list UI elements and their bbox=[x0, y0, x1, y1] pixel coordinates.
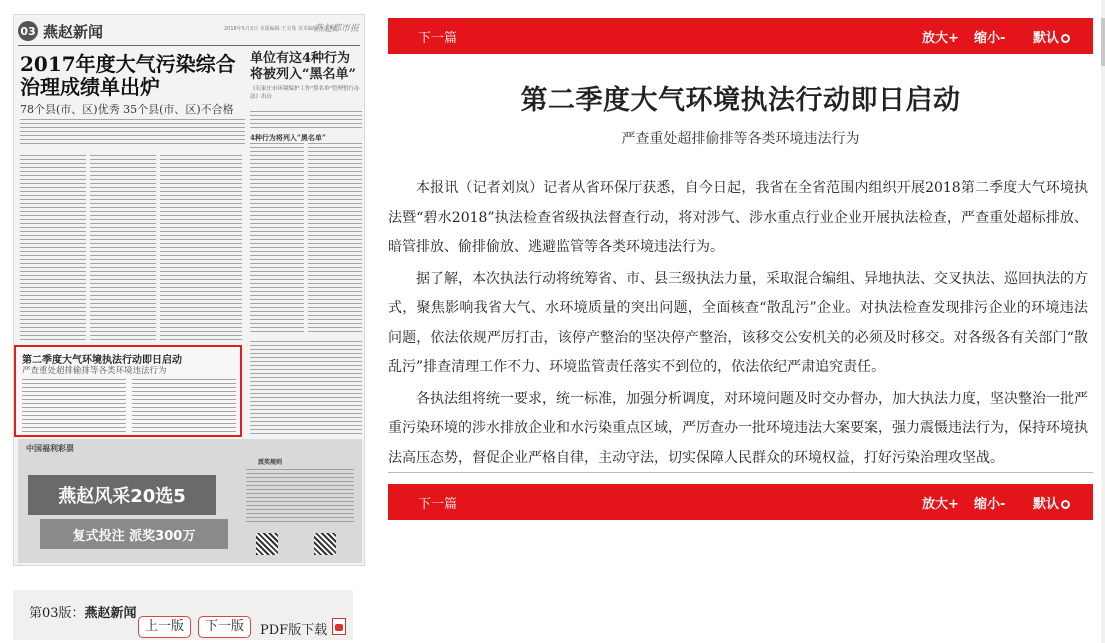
current-article-highlight[interactable] bbox=[14, 345, 242, 437]
main-headline[interactable]: 2017年度大气污染综合治理成绩单出炉 bbox=[20, 52, 236, 99]
side-subline: 《石家庄市环境保护工作"黑名单"管理暂行办法》出台 bbox=[250, 86, 360, 100]
ad-subtitle: 复式投注 派奖300万 bbox=[40, 519, 228, 549]
edition-prefix: 第03版： bbox=[29, 606, 85, 621]
lottery-advertisement bbox=[18, 439, 362, 563]
reset-size-button[interactable] bbox=[1033, 493, 1070, 512]
newspaper-page-image[interactable] bbox=[13, 14, 365, 566]
zoom-in-button[interactable]: 放大+ bbox=[922, 31, 959, 46]
text-block bbox=[308, 143, 362, 333]
qr-code-icon bbox=[256, 533, 278, 555]
header-divider bbox=[18, 45, 360, 46]
scrollbar-track[interactable] bbox=[1101, 0, 1105, 643]
text-block bbox=[22, 379, 126, 433]
reset-size-button[interactable] bbox=[1033, 27, 1070, 46]
next-edition-button[interactable]: 下一版 bbox=[198, 616, 251, 638]
reset-circle-icon bbox=[1061, 500, 1070, 509]
lottery-logo: 中国福利彩票 bbox=[26, 444, 74, 453]
newspaper-panel bbox=[0, 0, 375, 643]
edition-label bbox=[29, 602, 137, 621]
article-toolbar-top bbox=[388, 18, 1093, 54]
zoom-out-button[interactable]: 缩小- bbox=[974, 497, 1006, 512]
article-title: 第二季度大气环境执法行动即日启动 bbox=[520, 85, 961, 116]
reset-label: 默认 bbox=[1033, 31, 1060, 46]
text-block bbox=[20, 119, 245, 145]
text-block bbox=[250, 341, 362, 437]
newspaper-logo: 燕赵都市报 bbox=[314, 24, 360, 34]
pdf-download-link[interactable]: PDF版下载 bbox=[260, 623, 328, 638]
article-paragraph: 各执法组将统一要求，统一标准，加强分析调度，对环境问题及时交办督办，加大执法力度，坚决整治一批严重污染环境的涉水排放企业和水污染重点区域，严厉查办一批环境违法大案要案，强力震慑违法行为，保持环境执法高压态势，督促企业严格自律，主动守法，切实保障人民群众的环境权益，打好污染治理攻坚战。 bbox=[388, 390, 1088, 466]
previous-edition-button[interactable]: 上一版 bbox=[138, 616, 191, 638]
text-block bbox=[250, 111, 362, 129]
article-paragraph: 据了解，本次执法行动将统筹省、市、县三级执法力量，采取混合编组、异地执法、交叉执法、巡回执法的方式，聚焦影响我省大气、水环境质量的突出问题，全面核查“散乱污”企业。对执法检查发现排污企业的环境违法问题，依法依规严厉打击，该停产整治的坚决停产整治，该移交公安机关的必须及时移交。对各级各有关部门“散乱污”排查清理工作不力、环境监管责任落实不到位的，依法依纪严肃追究责任。 bbox=[388, 270, 1088, 375]
text-block bbox=[160, 155, 242, 340]
highlight-subtitle: 严查重处超排偷排等各类环境违法行为 bbox=[22, 366, 167, 376]
page-number-badge: 03 bbox=[18, 21, 38, 41]
article-divider bbox=[388, 472, 1093, 473]
pdf-icon[interactable] bbox=[332, 618, 346, 635]
qr-code-icon bbox=[314, 533, 336, 555]
highlight-title: 第二季度大气环境执法行动即日启动 bbox=[22, 355, 182, 366]
text-block bbox=[250, 143, 304, 333]
ad-title: 燕赵风采20选5 bbox=[28, 475, 216, 515]
text-block bbox=[246, 469, 354, 525]
scrollbar-thumb[interactable] bbox=[1101, 18, 1105, 66]
text-block bbox=[20, 155, 86, 340]
next-article-link[interactable]: 下一篇 bbox=[418, 31, 458, 46]
side-section-heading: 4种行为将列入“黑名单” bbox=[250, 133, 326, 142]
text-block bbox=[132, 379, 236, 433]
main-subline: 78个县(市、区)优秀 35个县(市、区)不合格 bbox=[20, 103, 234, 116]
article-body bbox=[388, 174, 1088, 473]
edition-name: 燕赵新闻 bbox=[84, 606, 137, 621]
reset-label: 默认 bbox=[1033, 497, 1060, 512]
newspaper-header bbox=[18, 19, 103, 43]
article-toolbar-bottom bbox=[388, 484, 1093, 520]
next-article-link[interactable]: 下一篇 bbox=[418, 497, 458, 512]
reset-circle-icon bbox=[1061, 34, 1070, 43]
article-subtitle: 严查重处超排偷排等各类环境违法行为 bbox=[621, 131, 860, 147]
text-block bbox=[90, 155, 156, 340]
zoom-out-button[interactable]: 缩小- bbox=[974, 31, 1006, 46]
article-paragraph: 本报讯（记者刘岚）记者从省环保厅获悉，自今日起，我省在全省范围内组织开展2018第二季度大气环境执法暨“碧水2018”执法检查省级执法督查行动，将对涉气、涉水重点行业企业开展执法检查，严查重处超标排放、暗管排放、偷排偷放、逃避监管等各类环境违法行为。 bbox=[388, 180, 1088, 255]
zoom-in-button[interactable]: 放大+ bbox=[922, 497, 959, 512]
date-line: 2018年5月3日 本版编辑 王灵珠 美术编辑 于 纪明 bbox=[224, 26, 337, 32]
edition-navigation bbox=[13, 590, 353, 640]
section-name: 燕赵新闻 bbox=[43, 22, 104, 41]
side-headline[interactable]: 单位有这4种行为将被列入“黑名单” bbox=[250, 51, 356, 82]
ad-rules-heading: 派奖规则 bbox=[258, 459, 283, 466]
